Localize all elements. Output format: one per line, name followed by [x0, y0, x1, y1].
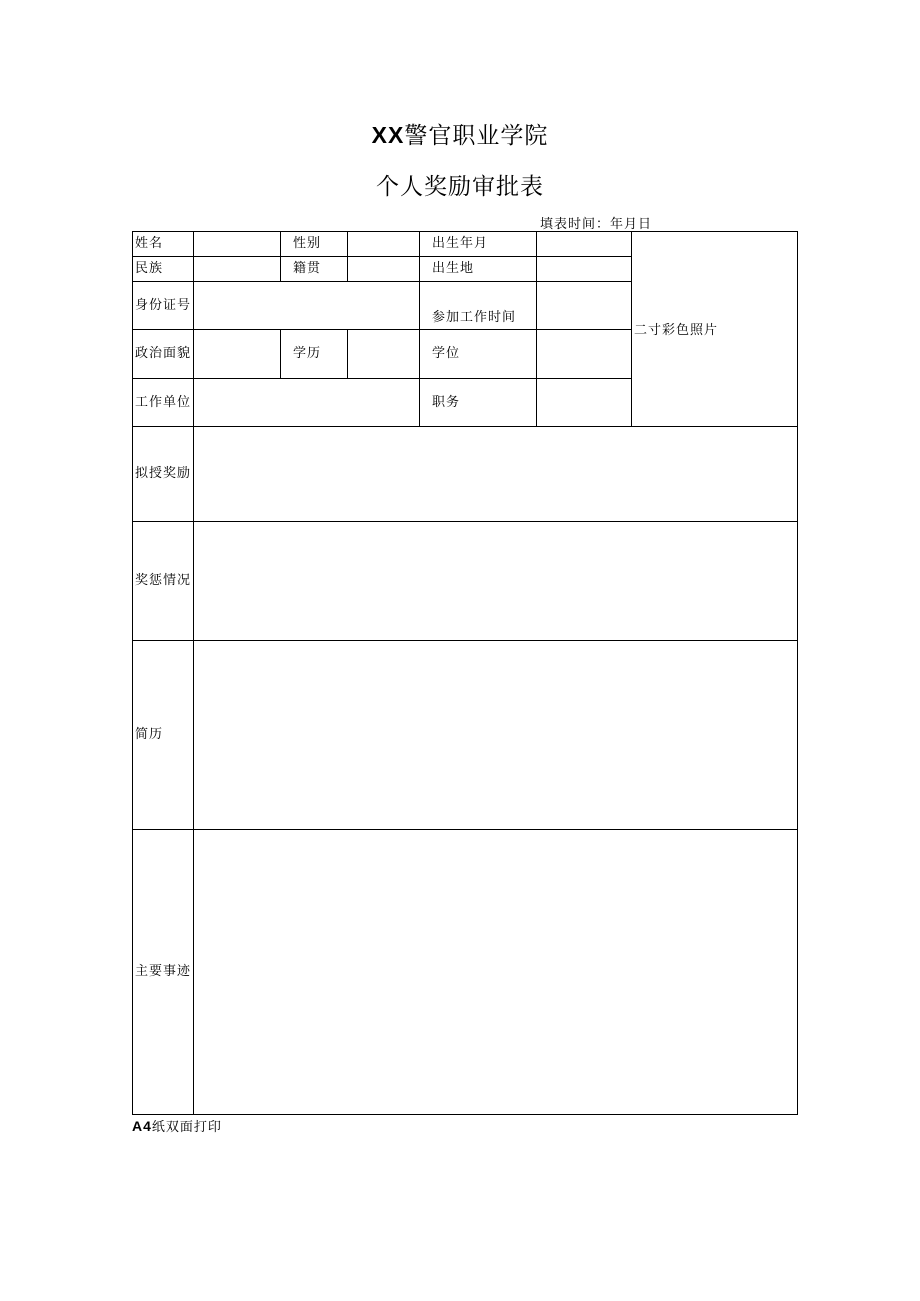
gender-label: 性别 — [281, 232, 348, 257]
form-row-1 — [133, 232, 798, 257]
proposed-award-input[interactable] — [196, 428, 795, 521]
degree-label: 学位 — [420, 330, 537, 379]
approval-form-table — [132, 231, 798, 1115]
political-status-cell[interactable] — [194, 330, 281, 379]
id-number-cell[interactable] — [194, 282, 420, 330]
work-unit-input[interactable] — [196, 395, 417, 410]
work-start-input[interactable] — [539, 298, 629, 313]
political-status-input[interactable] — [196, 346, 278, 361]
proposed-award-label: 拟授奖励 — [133, 427, 194, 522]
main-deeds-input[interactable] — [196, 831, 795, 1114]
form-row-resume — [133, 641, 798, 830]
degree-cell[interactable] — [537, 330, 632, 379]
birthplace-label: 出生地 — [420, 257, 537, 282]
proposed-award-cell[interactable] — [194, 427, 798, 522]
birthplace-input[interactable] — [539, 261, 629, 276]
position-input[interactable] — [539, 395, 629, 410]
name-cell[interactable] — [194, 232, 281, 257]
native-place-cell[interactable] — [348, 257, 420, 282]
gender-cell[interactable] — [348, 232, 420, 257]
education-label: 学历 — [281, 330, 348, 379]
work-start-cell[interactable] — [537, 282, 632, 330]
institution-title-prefix: XX — [371, 122, 405, 148]
ethnicity-label: 民族 — [133, 257, 194, 282]
native-place-label: 籍贯 — [281, 257, 348, 282]
print-note-prefix: A4 — [132, 1118, 152, 1134]
resume-label: 简历 — [133, 641, 194, 830]
form-row-deeds — [133, 830, 798, 1115]
name-input[interactable] — [196, 236, 278, 251]
birth-date-label: 出生年月 — [420, 232, 537, 257]
position-label: 职务 — [420, 379, 537, 427]
degree-input[interactable] — [539, 346, 629, 361]
ethnicity-cell[interactable] — [194, 257, 281, 282]
print-note-rest: 纸双面打印 — [151, 1120, 222, 1135]
rewards-punishments-cell[interactable] — [194, 522, 798, 641]
birth-date-cell[interactable] — [537, 232, 632, 257]
work-unit-cell[interactable] — [194, 379, 420, 427]
work-unit-label: 工作单位 — [133, 379, 194, 427]
photo-label: 二寸彩色照片 — [634, 323, 719, 338]
id-number-label: 身份证号 — [133, 282, 194, 330]
form-title: 个人奖励审批表 — [376, 174, 544, 200]
native-place-input[interactable] — [350, 261, 417, 276]
work-start-label: 参加工作时间 — [420, 282, 537, 330]
main-deeds-label: 主要事迹 — [133, 830, 194, 1115]
fill-date-label: 填表时间：年月日 — [540, 217, 653, 232]
id-number-input[interactable] — [196, 298, 417, 313]
rewards-punishments-input[interactable] — [196, 523, 795, 640]
institution-title-rest: 警官职业学院 — [404, 123, 549, 149]
birth-date-input[interactable] — [539, 236, 629, 251]
print-note — [132, 1116, 222, 1135]
position-cell[interactable] — [537, 379, 632, 427]
birthplace-cell[interactable] — [537, 257, 632, 282]
resume-cell[interactable] — [194, 641, 798, 830]
main-deeds-cell[interactable] — [194, 830, 798, 1115]
education-input[interactable] — [350, 346, 417, 361]
form-row-rewards — [133, 522, 798, 641]
rewards-punishments-label: 奖惩情况 — [133, 522, 194, 641]
education-cell[interactable] — [348, 330, 420, 379]
name-label: 姓名 — [133, 232, 194, 257]
resume-input[interactable] — [196, 642, 795, 829]
form-row-proposed-award — [133, 427, 798, 522]
gender-input[interactable] — [350, 236, 417, 251]
photo-box — [632, 232, 798, 427]
political-status-label: 政治面貌 — [133, 330, 194, 379]
institution-title — [0, 117, 920, 150]
ethnicity-input[interactable] — [196, 261, 278, 276]
